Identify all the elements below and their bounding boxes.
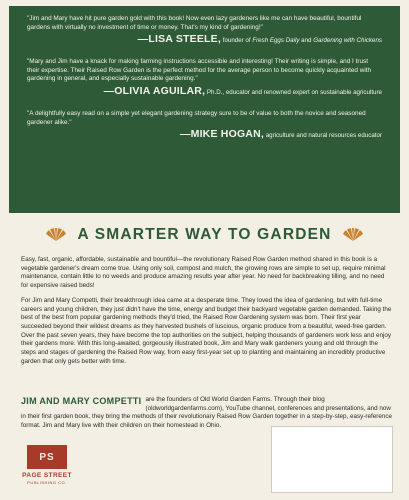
author-bio-text: are the founders of Old World Garden Farms. Through their blog (oldworldgardenfarms.com), YouTube channel, conferences and presentations, and now in their first garden book, they bring the methods of their revolutionary Raised Row Garden together in a step-by-step, easy-reference format. Jim and Mary live with their children on their homestead in Ohio. (21, 396, 393, 430)
quote-text: "Jim and Mary have hit pure garden gold with this book! Now even lazy gardeners like me can have beautiful, bountiful gardens with virtually no investment of time or money. That's my kind of gardening!" (27, 15, 362, 31)
quote-attribution (27, 34, 382, 46)
description-text (21, 256, 393, 372)
publisher-mark: PS (27, 445, 67, 469)
section-heading-row (9, 222, 400, 248)
quote-author-title: Ph.D., educator and renowned expert on sustainable agriculture (206, 88, 382, 96)
description-paragraph: Easy, fast, organic, affordable, sustainable and bountiful—the revolutionary Raised Row Garden method shared in this book is a vegetable gardener's dream come true. Using only soil, compost and mulch, the growing rows are simple to set up, require minimal maintenance, contain little to no weeds and produce amazing results year after year. No need for backbreaking tilling, and no need for expensive raised beds! (21, 256, 386, 290)
testimonials-box (9, 6, 400, 213)
quote-attribution (27, 129, 382, 141)
quote-author: —OLIVIA AGUILAR, (103, 84, 206, 97)
fan-ornament-icon (342, 228, 364, 242)
quote-author-title: founder of Fresh Eggs Daily and Gardening with Chickens (222, 37, 382, 45)
barcode-area (271, 426, 393, 493)
author-names: JIM AND MARY COMPETTI (21, 396, 142, 406)
description-paragraph: For Jim and Mary Competti, their breakthrough idea came at a desperate time. They loved the idea of gardening, but with full-time careers and young children, they just didn't have the time, energy and budget their backyard vegetable garden demanded. Taking the best of the best from popular gardening methods they'd tried, the Raised Row Gardening system was born. Their first year succeeded beyond their wildest dreams as they harvested bushels of luscious, organic produce from a beautiful, weed-free garden. Over the past seven years, they have become the top authorities on the subject, helping thousands of gardeners work less and enjoy their gardens more. With this long-awaited, gorgeously illustrated book, Jim and Mary walk gardeners young and old through the steps and stages of gardening the Raised Row way, from easy first-year set up to planting and maintaining an incredibly productive garden that only gets better with time. (21, 296, 392, 365)
quote-text: "Mary and Jim have a knack for making farming instructions accessible and interesting! Their writing is simple, and I trust their expertise. Their Raised Row Garden is the perfect method for the average person to become quickly acquainted with gardening in general, and especially sustainable gardening." (27, 58, 372, 83)
quote-author: —MIKE HOGAN, (179, 128, 264, 141)
publisher-subname: PUBLISHING CO. (27, 480, 67, 485)
publisher-logo (21, 445, 73, 495)
quote-author: —LISA STEELE, (137, 33, 221, 46)
fan-ornament-icon (45, 228, 67, 242)
publisher-name: PAGE STREET (22, 472, 72, 479)
quote-attribution (27, 86, 382, 98)
quote-text: "A delightfully easy read on a simple yet elegant gardening strategy sure to be of value to both the novice and seasoned gardener alike." (27, 109, 366, 126)
quote-author-title: agriculture and natural resources educator (265, 132, 382, 140)
section-heading: A SMARTER WAY TO GARDEN (77, 226, 332, 243)
